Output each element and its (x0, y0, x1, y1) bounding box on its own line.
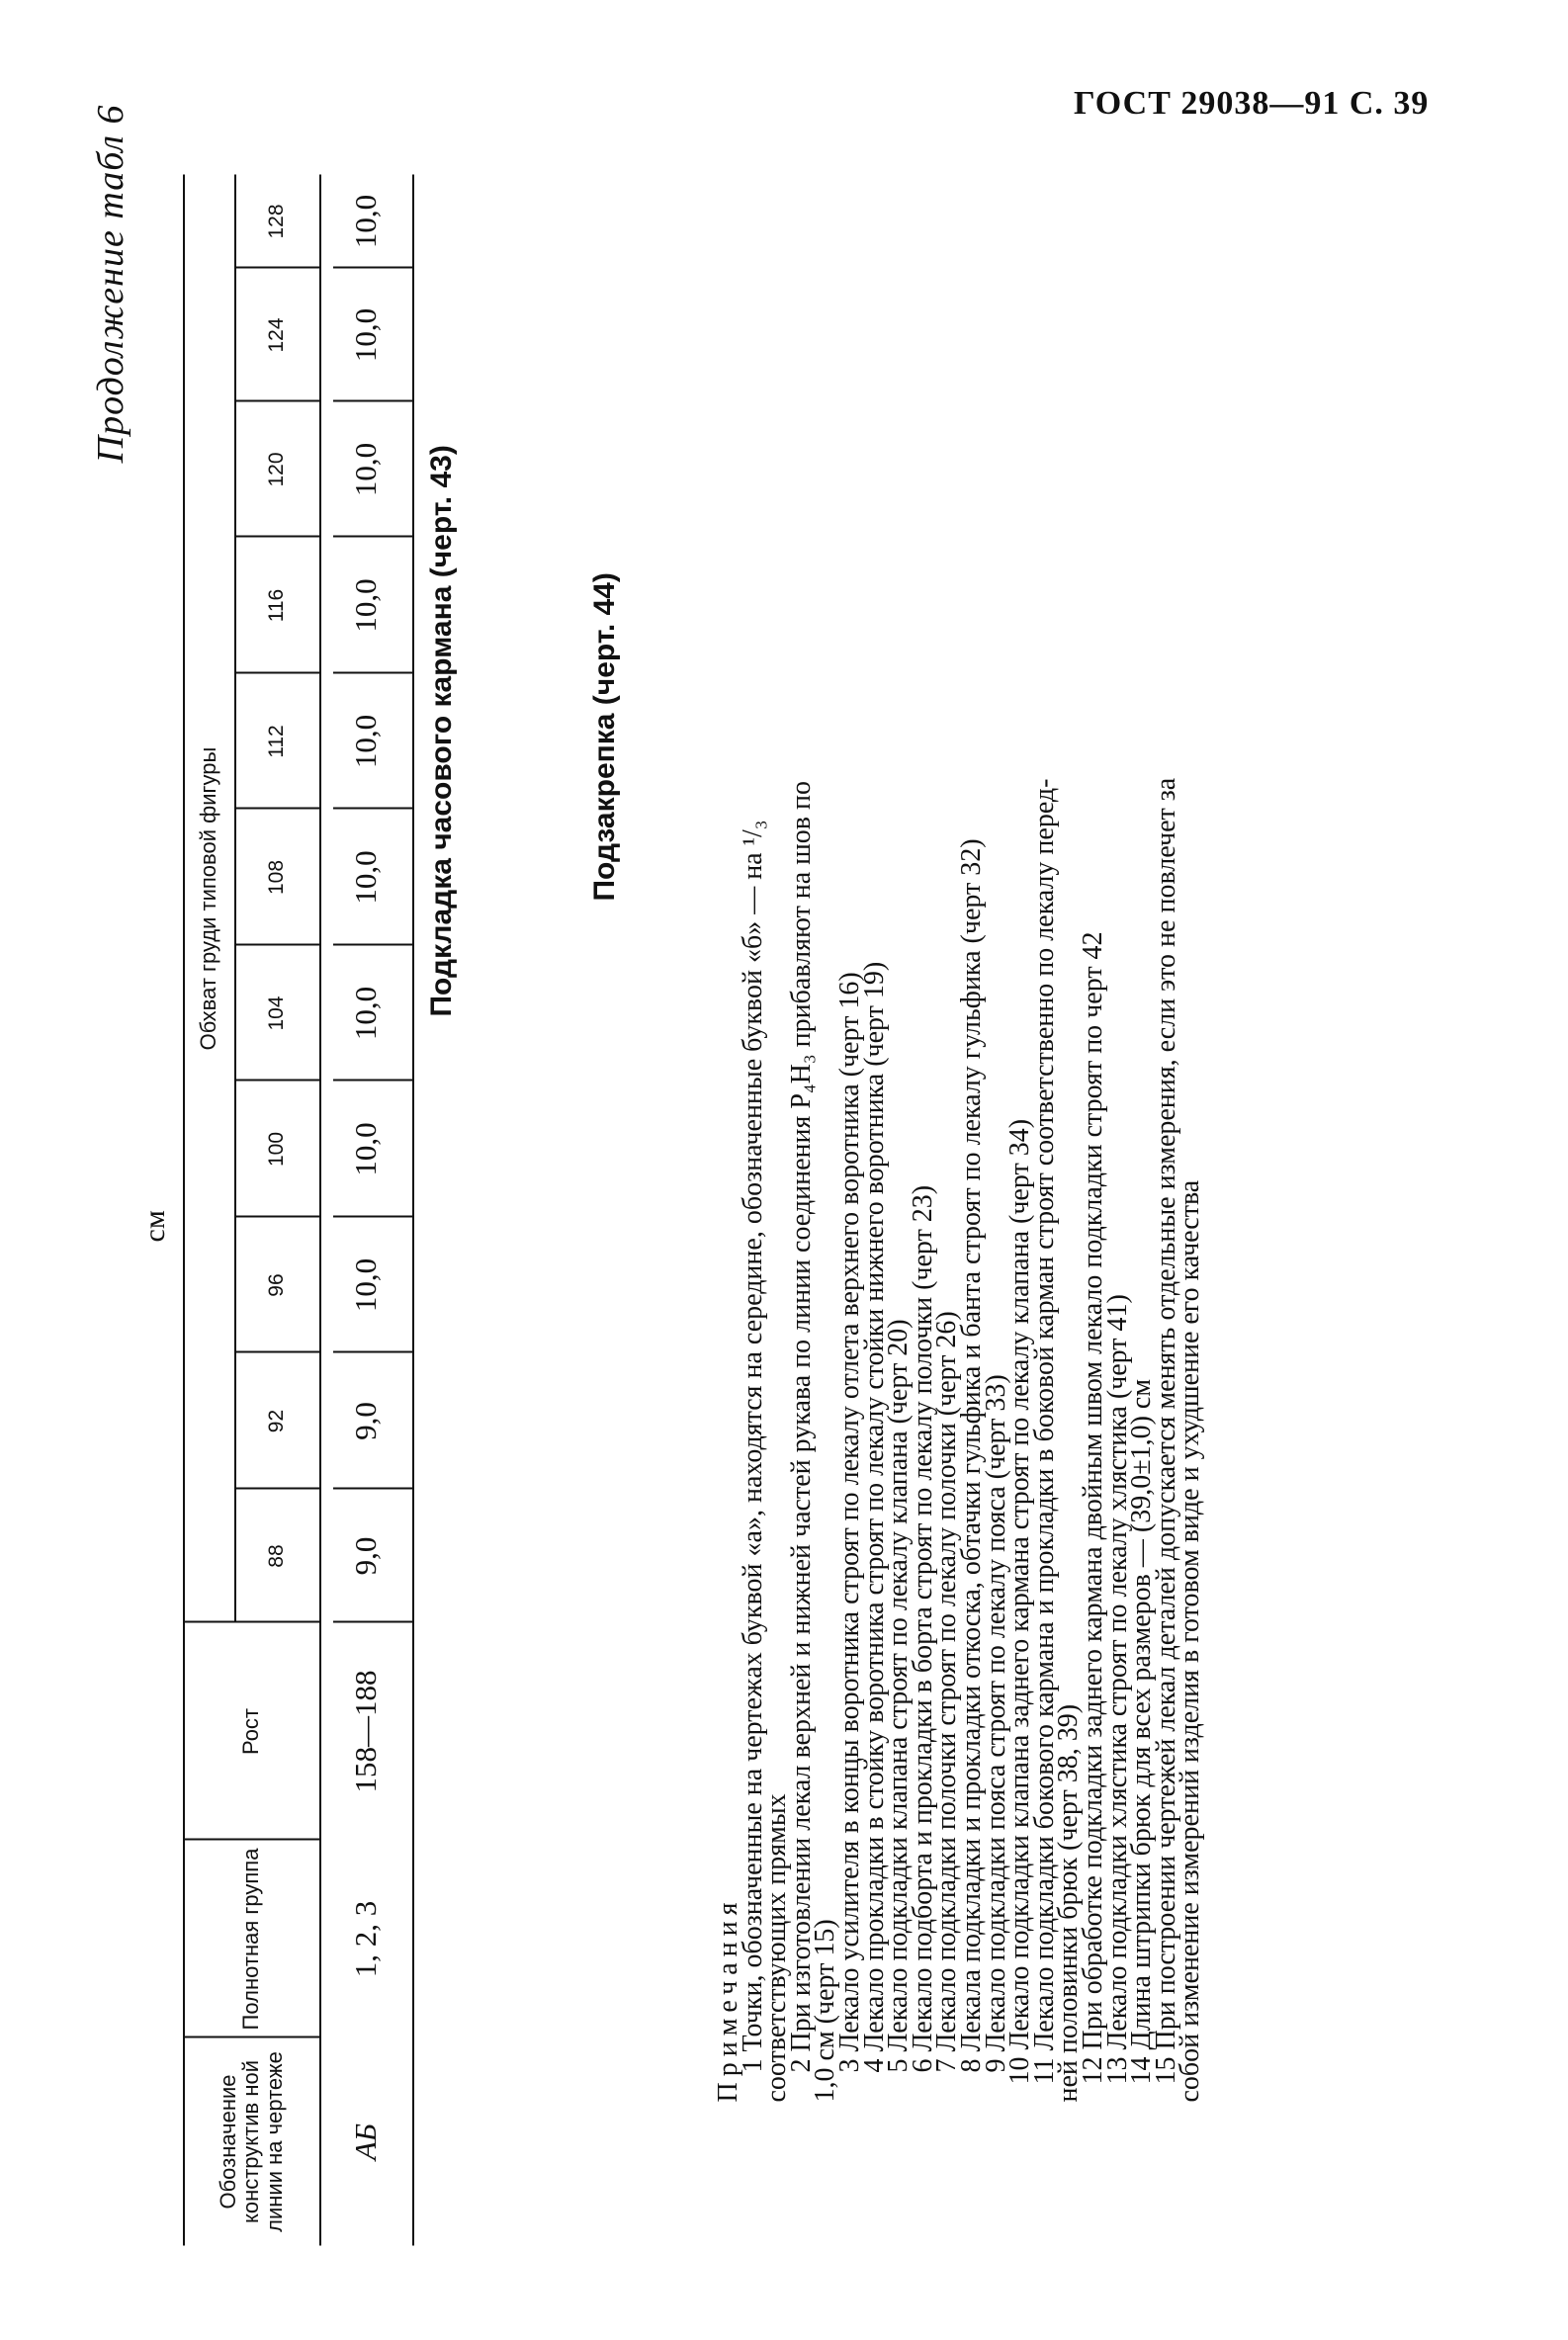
header-girth: Обхват груди типовой фигуры (196, 746, 221, 1051)
table-cell: 9,0 (348, 1402, 383, 1440)
notes-block (713, 96, 1206, 2103)
note-line: 15 При построении чертежей лекал деталей допускается менять отдельные измерения, если это не повлечет за (1150, 777, 1181, 2085)
table-cell: 10,0 (348, 194, 383, 249)
girth-116: 116 (265, 588, 288, 623)
girth-104: 104 (265, 996, 288, 1031)
table-cell: 10,0 (348, 1122, 383, 1176)
row-height: 158—188 (348, 1670, 383, 1793)
note-line: 9 Лекало подкладки пояса строят по лекалу пояса (черт 33) (980, 1374, 1011, 2073)
row-designation: АБ (348, 2123, 383, 2161)
table-cell: 10,0 (348, 307, 383, 363)
note-line: 7 Лекало подкладки полочки строят по лекалу полочки (черт 26) (931, 1311, 963, 2073)
header-group: Полнотная группа (238, 1848, 264, 2031)
girth-88: 88 (265, 1544, 288, 1568)
page-header: ГОСТ 29038—91 С. 39 (1074, 85, 1430, 122)
table-cell: 9,0 (348, 1536, 383, 1576)
note-line: 14 Длина штрипки брюк для всех размеров — (39,0±1,0) см (1126, 1378, 1158, 2085)
note-line: ней половинки брюк (черт 38, 39) (1053, 1703, 1085, 2103)
girth-100: 100 (265, 1131, 288, 1168)
note-line: 12 При обработке подкладки заднего кармана двойным швом лекало подкладки строят по черт 42 (1077, 931, 1108, 2085)
table-cell: 10,0 (348, 714, 383, 769)
note-line: 1,0 см (черт 15) (810, 1919, 841, 2103)
table-cell: 10,0 (348, 1257, 383, 1313)
note-line: 5 Лекало подкладки клапана строят по лекалу клапана (черт 20) (883, 1319, 915, 2073)
header-height: Рост (238, 1707, 264, 1756)
girth-120: 120 (265, 452, 288, 487)
girth-92: 92 (265, 1409, 288, 1433)
note-line: 11 Лекало подкладки бокового кармана и прокладки в боковой карман строят соответственно по лекалу перед- (1028, 778, 1060, 2085)
note-line: 10 Лекало подкладки клапана заднего кармана строят по лекалу клапана (черт 34) (1004, 1118, 1036, 2085)
note-line: 13 Лекало подкладки хлястика строят по лекалу хлястика (черт 41) (1101, 1294, 1133, 2085)
note-line: 2 При изготовлении лекал верхней и нижней частей рукава по линии соединения Р₄Н₃ прибавляют на шов по (785, 781, 817, 2073)
note-line: 8 Лекала подкладки и прокладки откоска, обтачки гульфика и банта строят по лекалу гульфика (черт 32) (955, 838, 987, 2073)
table-continuation-title: Продолжение табл 6 (90, 104, 131, 464)
section-title-bartack: Подзакрепка (черт. 44) (588, 572, 621, 902)
girth-124: 124 (265, 317, 288, 353)
row-bottom-rule (412, 175, 414, 2246)
note-line: 4 Лекало прокладки в стойку воротника строят по лекалу стойки нижнего воротника (черт 19) (858, 961, 890, 2073)
note-line: 3 Лекало усилителя в концы воротника строят по лекалу отлета верхнего воротника (черт 16) (833, 972, 865, 2073)
unit-label: см (138, 1210, 171, 1243)
note-line: 6 Лекало подборта и прокладки в борта строят по лекалу полочки (черт 23) (907, 1184, 938, 2073)
notes-title: Примечания (713, 1896, 743, 2103)
row-group: 1, 2, 3 (348, 1900, 383, 1978)
data-table (183, 175, 667, 2246)
table-cell: 10,0 (348, 850, 383, 905)
header-designation: Обозначение конструктив ной линии на чертеже (216, 2051, 287, 2232)
section-title-watch-pocket: Подкладка часового кармана (черт. 43) (425, 445, 458, 1017)
girth-112: 112 (265, 725, 288, 758)
note-line: собой изменение измерений изделия в готовом виде и ухудшение его качества (1175, 1179, 1206, 2103)
girth-108: 108 (265, 859, 288, 896)
table-cell: 10,0 (348, 986, 383, 1041)
girth-128: 128 (265, 204, 288, 239)
note-line: 1 Точки, обозначенные на чертежах буквой «а», находятся на середине, обозначенные буквой «б» — на ¹/₃ (737, 820, 768, 2073)
table-cell: 10,0 (348, 578, 383, 633)
note-line: соответствующих прямых (761, 1793, 793, 2103)
girth-96: 96 (265, 1273, 288, 1297)
table-cell: 10,0 (348, 442, 383, 497)
